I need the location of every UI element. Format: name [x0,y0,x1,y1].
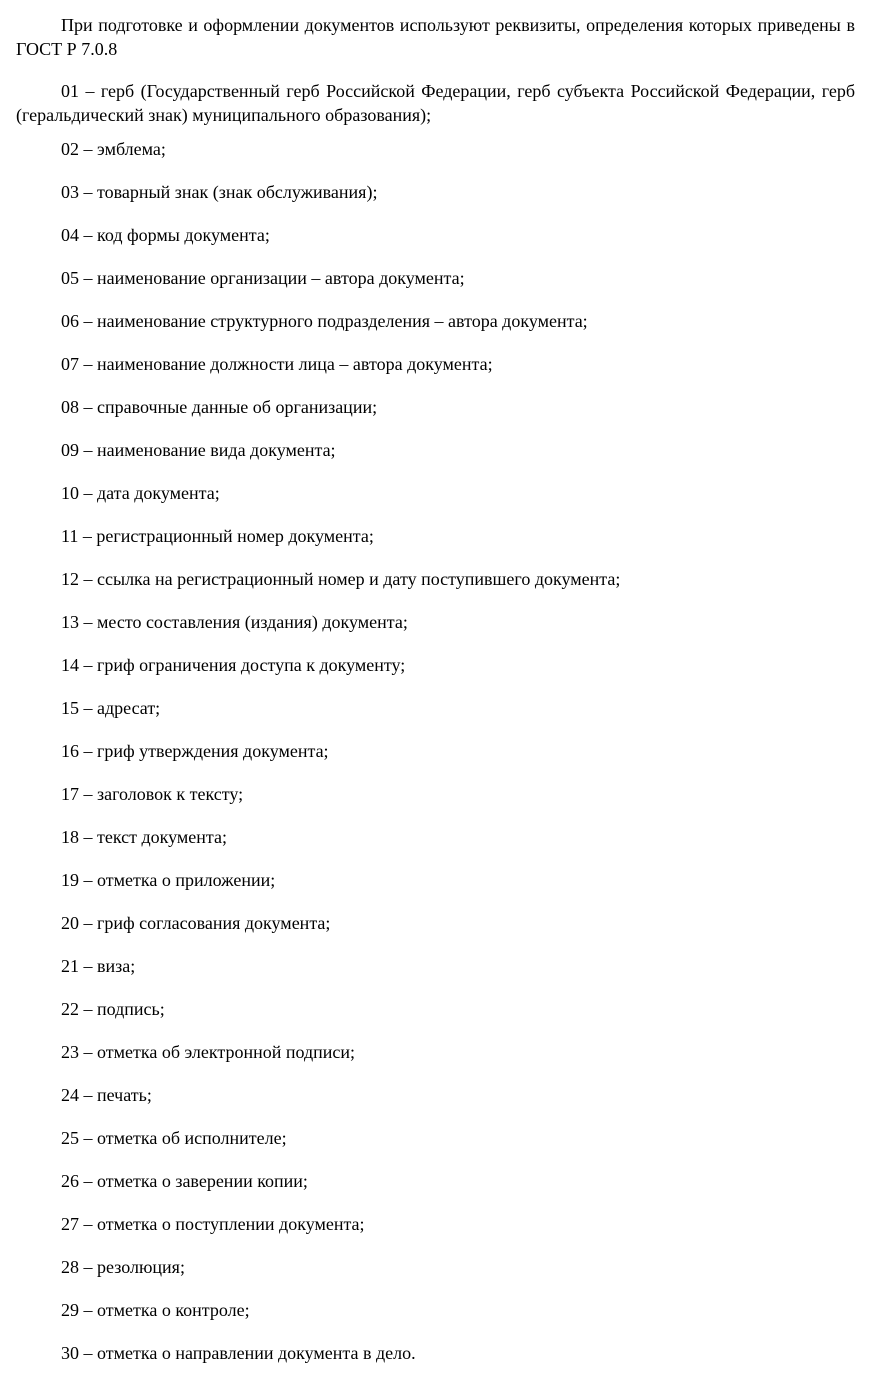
requisite-item-08: 08 – справочные данные об организации; [61,397,378,417]
requisite-item-12: 12 – ссылка на регистрационный номер и дату поступившего документа; [61,569,621,589]
requisite-item-02: 02 – эмблема; [61,139,166,159]
requisite-item-05: 05 – наименование организации – автора документа; [61,268,465,288]
requisite-item-14: 14 – гриф ограничения доступа к документу; [61,655,406,675]
requisite-item-07: 07 – наименование должности лица – автора документа; [61,354,493,374]
requisite-item-04: 04 – код формы документа; [61,225,270,245]
requisite-item-11: 11 – регистрационный номер документа; [61,526,374,546]
requisite-item-23: 23 – отметка об электронной подписи; [61,1042,356,1062]
requisite-item-22: 22 – подпись; [61,999,165,1019]
requisite-item-03: 03 – товарный знак (знак обслуживания); [61,182,378,202]
requisite-item-18: 18 – текст документа; [61,827,228,847]
requisite-item-30: 30 – отметка о направлении документа в дело. [61,1343,416,1363]
requisite-item-13: 13 – место составления (издания) документа; [61,612,408,632]
intro-paragraph: При подготовке и оформлении документов используют реквизиты, определения которых приведены в ГОСТ Р 7.0.8 [16,15,855,59]
requisite-item-29: 29 – отметка о контроле; [61,1300,250,1320]
requisite-item-01: 01 – герб (Государственный герб Российской Федерации, герб субъекта Российской Федерации, герб (геральдический знак) муниципального образования); [16,81,855,125]
requisite-item-25: 25 – отметка об исполнителе; [61,1128,287,1148]
requisite-item-24: 24 – печать; [61,1085,152,1105]
requisite-item-27: 27 – отметка о поступлении документа; [61,1214,365,1234]
requisite-item-06: 06 – наименование структурного подразделения – автора документа; [61,311,588,331]
requisite-item-19: 19 – отметка о приложении; [61,870,276,890]
requisite-item-28: 28 – резолюция; [61,1257,185,1277]
requisites-list [16,128,855,1375]
requisite-item-26: 26 – отметка о заверении копии; [61,1171,308,1191]
requisite-item-21: 21 – виза; [61,956,136,976]
requisite-item-09: 09 – наименование вида документа; [61,440,336,460]
requisite-item-20: 20 – гриф согласования документа; [61,913,331,933]
requisite-item-17: 17 – заголовок к тексту; [61,784,244,804]
requisite-item-16: 16 – гриф утверждения документа; [61,741,329,761]
requisite-item-15: 15 – адресат; [61,698,161,718]
requisite-item-10: 10 – дата документа; [61,483,220,503]
